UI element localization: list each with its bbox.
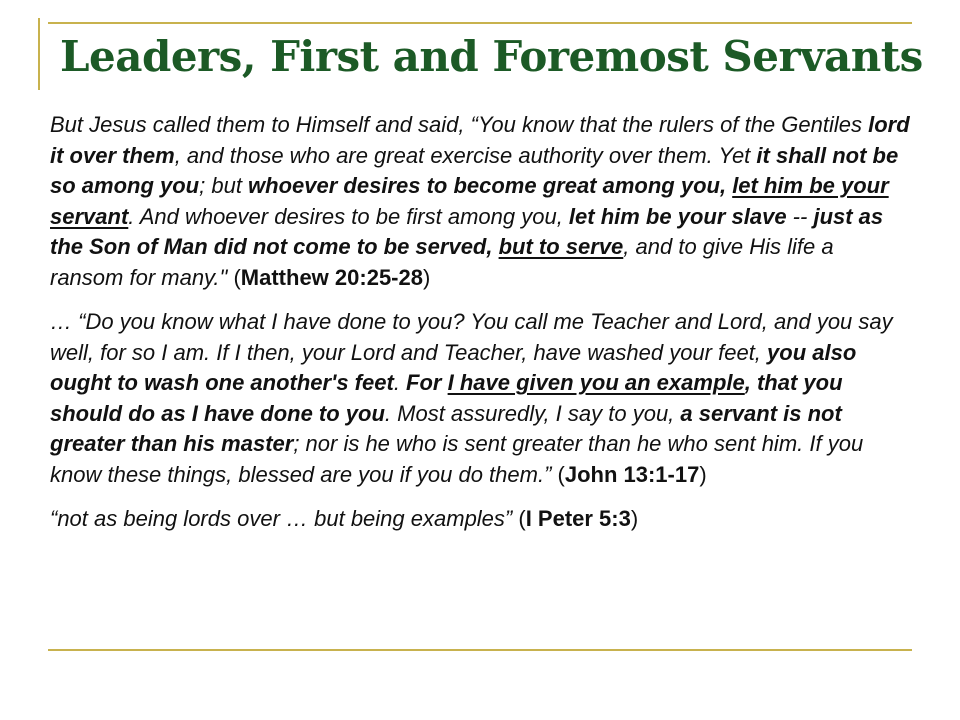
bottom-rule [48,649,912,651]
text-span: -- [786,203,814,229]
top-rule [48,22,912,24]
matthew-paragraph [50,110,912,293]
emphasis: lord it over them [50,112,910,168]
scripture-reference: Matthew 20:25-28 [240,264,423,290]
emphasis: whoever desires to become great among you, [248,173,733,198]
left-rule [38,18,40,90]
slide-body [50,110,912,549]
slide-title: Leaders, First and Foremost Servants [60,32,923,81]
peter-paragraph [50,504,912,535]
emphasis: , that you should do as I have done to you [50,370,843,426]
text-span: . [393,370,407,395]
emphasis: let him be your slave [568,203,787,229]
paren: ( [518,506,526,531]
text-span: “not as being lords over … but being examples” [50,506,519,531]
emphasis: a servant is not greater than his master [50,400,842,456]
emphasis: it shall not be so among you [50,142,899,198]
emphasis: just as the Son of Man did not come to be served, [50,203,884,259]
emphasis-underlined: I have given you an example [447,370,745,395]
paren: ) [630,506,639,531]
paren: ( [557,461,565,487]
emphasis-underlined: let him be your servant [50,173,889,229]
scripture-reference: John 13:1-17 [564,461,700,487]
paren: ( [233,264,241,290]
emphasis-underlined: but to serve [498,234,624,259]
text-span: . And whoever desires to be first among you, [128,203,569,229]
paren: ) [699,461,707,487]
text-span: ; nor is he who is sent greater than he who sent him. If you know these things, blessed are you if you do them.” [50,431,864,487]
emphasis: you also ought to wash one another's feet [50,339,857,395]
scripture-reference: I Peter 5:3 [525,506,631,531]
text-span: ; but [199,173,249,198]
john-paragraph [50,307,912,490]
text-span: , and to give His life a ransom for many." [50,234,834,290]
text-span: , and those who are great exercise authority over them. Yet [174,142,757,168]
text-span: . Most assuredly, I say to you, [384,400,681,426]
text-span: But Jesus called them to Himself and said, “You know that the rulers of the Gentiles [50,112,869,137]
emphasis: For [406,370,448,395]
text-span: … “Do you know what I have done to you? You call me Teacher and Lord, and you say well, for so I am. If I then, your Lord and Teacher, have washed your feet, [50,309,893,365]
paren: ) [422,264,431,290]
